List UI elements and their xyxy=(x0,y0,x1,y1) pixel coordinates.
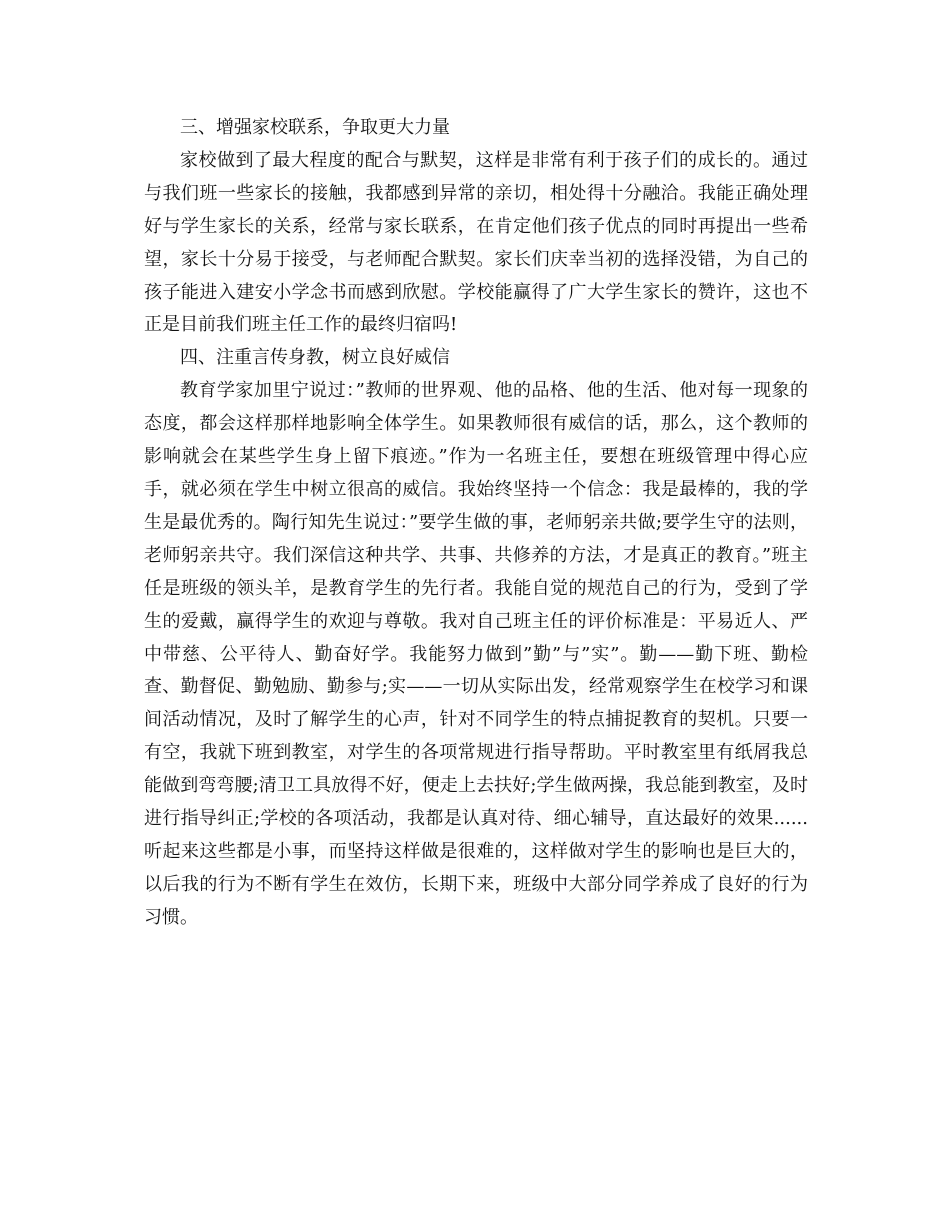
section-heading-3: 三、增强家校联系，争取更大力量 xyxy=(180,117,450,138)
document-body xyxy=(144,112,808,935)
section-paragraph-3: 家校做到了最大程度的配合与默契，这样是非常有利于孩子们的成长的。通过与我们班一些家长的接触，我都感到异常的亲切，相处得十分融洽。我能正确处理好与学生家长的关系，经常与家长联系，在肯定他们孩子优点的同时再提出一些希望，家长十分易于接受，与老师配合默契。家长们庆幸当初的选择没错，为自己的孩子能进入建安小学念书而感到欣慰。学校能赢得了广大学生家长的赞许，这也不正是目前我们班主任工作的最终归宿吗! xyxy=(144,149,808,336)
section-heading-4: 四、注重言传身教，树立良好威信 xyxy=(180,347,450,369)
section-paragraph-4: 教育学家加里宁说过：”教师的世界观、他的品格、他的生活、他对每一现象的态度，都会这样那样地影响全体学生。如果教师很有威信的话，那么，这个教师的影响就会在某些学生身上留下痕迹。”作为一名班主任，要想在班级管理中得心应手，就必须在学生中树立很高的威信。我始终坚持一个信念：我是最棒的，我的学生是最优秀的。陶行知先生说过：”要学生做的事，老师躬亲共做;要学生守的法则，老师躬亲共守。我们深信这种共学、共事、共修养的方法，才是真正的教育。”班主任是班级的领头羊，是教育学生的先行者。我能自觉的规范自己的行为，受到了学生的爱戴，赢得学生的欢迎与尊敬。我对自己班主任的评价标准是：平易近人、严中带慈、公平待人、勤奋好学。我能努力做到”勤”与”实”。勤——勤下班、勤检查、勤督促、勤勉励、勤参与;实——一切从实际出发，经常观察学生在校学习和课间活动情况，及时了解学生的心声，针对不同学生的特点捕捉教育的契机。只要一有空，我就下班到教室，对学生的各项常规进行指导帮助。平时教室里有纸屑我总能做到弯弯腰;清卫工具放得不好，便走上去扶好;学生做两操，我总能到教室，及时进行指导纠正;学校的各项活动，我都是认真对待、细心辅导，直达最好的效果......听起来这些都是小事，而坚持这样做是很难的，这样做对学生的影响也是巨大的，以后我的行为不断有学生在效仿，长期下来，班级中大部分同学养成了良好的行为习惯。 xyxy=(144,380,808,928)
